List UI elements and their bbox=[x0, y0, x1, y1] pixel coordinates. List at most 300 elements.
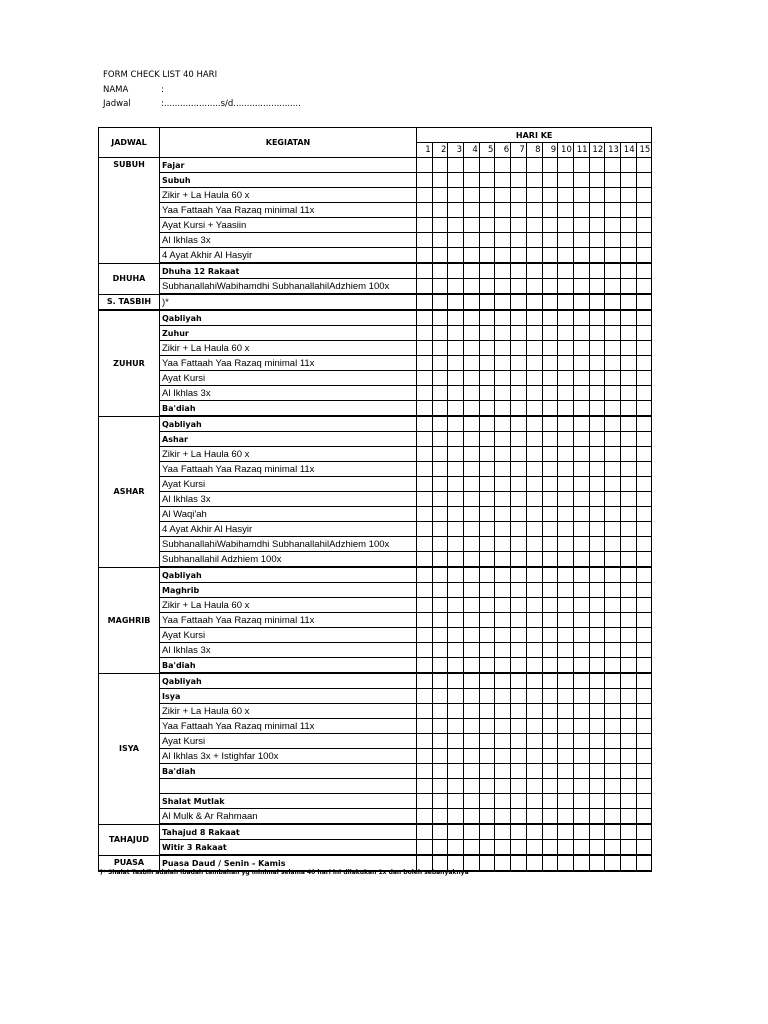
check-cell[interactable] bbox=[464, 462, 480, 477]
check-cell[interactable] bbox=[605, 294, 621, 310]
check-cell[interactable] bbox=[636, 583, 652, 598]
check-cell[interactable] bbox=[495, 416, 511, 432]
check-cell[interactable] bbox=[495, 840, 511, 856]
check-cell[interactable] bbox=[448, 462, 464, 477]
check-cell[interactable] bbox=[464, 371, 480, 386]
check-cell[interactable] bbox=[573, 583, 589, 598]
check-cell[interactable] bbox=[526, 203, 542, 218]
check-cell[interactable] bbox=[620, 432, 636, 447]
check-cell[interactable] bbox=[432, 537, 448, 552]
check-cell[interactable] bbox=[417, 279, 433, 295]
check-cell[interactable] bbox=[417, 492, 433, 507]
check-cell[interactable] bbox=[464, 689, 480, 704]
check-cell[interactable] bbox=[495, 233, 511, 248]
check-cell[interactable] bbox=[636, 658, 652, 674]
check-cell[interactable] bbox=[558, 218, 574, 233]
check-cell[interactable] bbox=[526, 294, 542, 310]
check-cell[interactable] bbox=[511, 598, 527, 613]
check-cell[interactable] bbox=[620, 279, 636, 295]
check-cell[interactable] bbox=[589, 218, 605, 233]
check-cell[interactable] bbox=[605, 552, 621, 568]
check-cell[interactable] bbox=[605, 492, 621, 507]
check-cell[interactable] bbox=[495, 477, 511, 492]
check-cell[interactable] bbox=[479, 855, 495, 871]
check-cell[interactable] bbox=[511, 310, 527, 326]
check-cell[interactable] bbox=[526, 719, 542, 734]
check-cell[interactable] bbox=[464, 173, 480, 188]
check-cell[interactable] bbox=[448, 356, 464, 371]
check-cell[interactable] bbox=[511, 462, 527, 477]
check-cell[interactable] bbox=[526, 779, 542, 794]
check-cell[interactable] bbox=[605, 248, 621, 264]
check-cell[interactable] bbox=[589, 689, 605, 704]
check-cell[interactable] bbox=[448, 401, 464, 417]
check-cell[interactable] bbox=[432, 447, 448, 462]
check-cell[interactable] bbox=[448, 764, 464, 779]
check-cell[interactable] bbox=[542, 310, 558, 326]
check-cell[interactable] bbox=[417, 643, 433, 658]
check-cell[interactable] bbox=[432, 462, 448, 477]
check-cell[interactable] bbox=[636, 432, 652, 447]
check-cell[interactable] bbox=[448, 583, 464, 598]
check-cell[interactable] bbox=[479, 188, 495, 203]
check-cell[interactable] bbox=[464, 643, 480, 658]
check-cell[interactable] bbox=[526, 447, 542, 462]
check-cell[interactable] bbox=[511, 416, 527, 432]
check-cell[interactable] bbox=[511, 749, 527, 764]
check-cell[interactable] bbox=[573, 522, 589, 537]
check-cell[interactable] bbox=[432, 477, 448, 492]
check-cell[interactable] bbox=[448, 341, 464, 356]
check-cell[interactable] bbox=[573, 689, 589, 704]
check-cell[interactable] bbox=[542, 173, 558, 188]
check-cell[interactable] bbox=[542, 824, 558, 840]
check-cell[interactable] bbox=[479, 416, 495, 432]
check-cell[interactable] bbox=[589, 310, 605, 326]
check-cell[interactable] bbox=[542, 658, 558, 674]
check-cell[interactable] bbox=[495, 628, 511, 643]
check-cell[interactable] bbox=[495, 734, 511, 749]
check-cell[interactable] bbox=[620, 749, 636, 764]
check-cell[interactable] bbox=[558, 477, 574, 492]
check-cell[interactable] bbox=[573, 673, 589, 689]
check-cell[interactable] bbox=[558, 462, 574, 477]
check-cell[interactable] bbox=[526, 628, 542, 643]
check-cell[interactable] bbox=[511, 432, 527, 447]
check-cell[interactable] bbox=[589, 371, 605, 386]
check-cell[interactable] bbox=[542, 462, 558, 477]
check-cell[interactable] bbox=[620, 203, 636, 218]
check-cell[interactable] bbox=[573, 371, 589, 386]
check-cell[interactable] bbox=[432, 734, 448, 749]
check-cell[interactable] bbox=[448, 628, 464, 643]
check-cell[interactable] bbox=[417, 537, 433, 552]
check-cell[interactable] bbox=[573, 567, 589, 583]
check-cell[interactable] bbox=[464, 263, 480, 279]
check-cell[interactable] bbox=[464, 734, 480, 749]
check-cell[interactable] bbox=[558, 401, 574, 417]
check-cell[interactable] bbox=[448, 522, 464, 537]
check-cell[interactable] bbox=[479, 447, 495, 462]
check-cell[interactable] bbox=[589, 432, 605, 447]
check-cell[interactable] bbox=[636, 749, 652, 764]
check-cell[interactable] bbox=[620, 567, 636, 583]
check-cell[interactable] bbox=[432, 643, 448, 658]
check-cell[interactable] bbox=[558, 203, 574, 218]
check-cell[interactable] bbox=[464, 764, 480, 779]
check-cell[interactable] bbox=[589, 719, 605, 734]
check-cell[interactable] bbox=[573, 248, 589, 264]
check-cell[interactable] bbox=[511, 583, 527, 598]
check-cell[interactable] bbox=[573, 537, 589, 552]
check-cell[interactable] bbox=[605, 673, 621, 689]
check-cell[interactable] bbox=[558, 855, 574, 871]
check-cell[interactable] bbox=[479, 203, 495, 218]
check-cell[interactable] bbox=[432, 326, 448, 341]
check-cell[interactable] bbox=[573, 628, 589, 643]
check-cell[interactable] bbox=[495, 824, 511, 840]
check-cell[interactable] bbox=[636, 218, 652, 233]
check-cell[interactable] bbox=[636, 824, 652, 840]
check-cell[interactable] bbox=[542, 643, 558, 658]
check-cell[interactable] bbox=[448, 188, 464, 203]
check-cell[interactable] bbox=[448, 233, 464, 248]
check-cell[interactable] bbox=[432, 522, 448, 537]
check-cell[interactable] bbox=[432, 416, 448, 432]
check-cell[interactable] bbox=[620, 598, 636, 613]
check-cell[interactable] bbox=[636, 779, 652, 794]
check-cell[interactable] bbox=[511, 492, 527, 507]
check-cell[interactable] bbox=[511, 719, 527, 734]
check-cell[interactable] bbox=[495, 310, 511, 326]
check-cell[interactable] bbox=[542, 840, 558, 856]
check-cell[interactable] bbox=[620, 643, 636, 658]
check-cell[interactable] bbox=[511, 794, 527, 809]
check-cell[interactable] bbox=[479, 326, 495, 341]
check-cell[interactable] bbox=[511, 158, 527, 173]
check-cell[interactable] bbox=[605, 203, 621, 218]
check-cell[interactable] bbox=[542, 326, 558, 341]
check-cell[interactable] bbox=[558, 552, 574, 568]
check-cell[interactable] bbox=[511, 552, 527, 568]
check-cell[interactable] bbox=[448, 840, 464, 856]
check-cell[interactable] bbox=[464, 613, 480, 628]
check-cell[interactable] bbox=[620, 809, 636, 825]
check-cell[interactable] bbox=[432, 764, 448, 779]
check-cell[interactable] bbox=[495, 158, 511, 173]
check-cell[interactable] bbox=[495, 279, 511, 295]
check-cell[interactable] bbox=[573, 507, 589, 522]
check-cell[interactable] bbox=[573, 840, 589, 856]
check-cell[interactable] bbox=[605, 809, 621, 825]
check-cell[interactable] bbox=[432, 719, 448, 734]
check-cell[interactable] bbox=[432, 673, 448, 689]
check-cell[interactable] bbox=[605, 279, 621, 295]
check-cell[interactable] bbox=[511, 477, 527, 492]
check-cell[interactable] bbox=[448, 203, 464, 218]
check-cell[interactable] bbox=[417, 294, 433, 310]
check-cell[interactable] bbox=[448, 279, 464, 295]
check-cell[interactable] bbox=[479, 310, 495, 326]
check-cell[interactable] bbox=[479, 643, 495, 658]
check-cell[interactable] bbox=[448, 447, 464, 462]
check-cell[interactable] bbox=[511, 855, 527, 871]
check-cell[interactable] bbox=[495, 552, 511, 568]
check-cell[interactable] bbox=[605, 522, 621, 537]
check-cell[interactable] bbox=[511, 188, 527, 203]
check-cell[interactable] bbox=[511, 809, 527, 825]
check-cell[interactable] bbox=[464, 432, 480, 447]
check-cell[interactable] bbox=[620, 840, 636, 856]
check-cell[interactable] bbox=[417, 447, 433, 462]
check-cell[interactable] bbox=[573, 326, 589, 341]
check-cell[interactable] bbox=[558, 734, 574, 749]
check-cell[interactable] bbox=[605, 356, 621, 371]
check-cell[interactable] bbox=[526, 855, 542, 871]
check-cell[interactable] bbox=[589, 855, 605, 871]
check-cell[interactable] bbox=[417, 583, 433, 598]
check-cell[interactable] bbox=[542, 613, 558, 628]
check-cell[interactable] bbox=[573, 432, 589, 447]
check-cell[interactable] bbox=[636, 263, 652, 279]
check-cell[interactable] bbox=[495, 613, 511, 628]
check-cell[interactable] bbox=[636, 173, 652, 188]
check-cell[interactable] bbox=[542, 233, 558, 248]
check-cell[interactable] bbox=[542, 689, 558, 704]
check-cell[interactable] bbox=[558, 371, 574, 386]
check-cell[interactable] bbox=[495, 522, 511, 537]
check-cell[interactable] bbox=[589, 233, 605, 248]
check-cell[interactable] bbox=[605, 263, 621, 279]
check-cell[interactable] bbox=[558, 673, 574, 689]
check-cell[interactable] bbox=[526, 764, 542, 779]
check-cell[interactable] bbox=[511, 233, 527, 248]
check-cell[interactable] bbox=[636, 341, 652, 356]
check-cell[interactable] bbox=[495, 447, 511, 462]
check-cell[interactable] bbox=[526, 218, 542, 233]
check-cell[interactable] bbox=[573, 386, 589, 401]
check-cell[interactable] bbox=[432, 689, 448, 704]
check-cell[interactable] bbox=[417, 326, 433, 341]
check-cell[interactable] bbox=[448, 809, 464, 825]
check-cell[interactable] bbox=[605, 855, 621, 871]
check-cell[interactable] bbox=[573, 749, 589, 764]
check-cell[interactable] bbox=[589, 477, 605, 492]
check-cell[interactable] bbox=[526, 598, 542, 613]
check-cell[interactable] bbox=[558, 628, 574, 643]
check-cell[interactable] bbox=[464, 719, 480, 734]
check-cell[interactable] bbox=[495, 507, 511, 522]
check-cell[interactable] bbox=[605, 537, 621, 552]
check-cell[interactable] bbox=[417, 598, 433, 613]
check-cell[interactable] bbox=[573, 233, 589, 248]
check-cell[interactable] bbox=[558, 537, 574, 552]
check-cell[interactable] bbox=[573, 492, 589, 507]
check-cell[interactable] bbox=[605, 840, 621, 856]
check-cell[interactable] bbox=[417, 794, 433, 809]
check-cell[interactable] bbox=[620, 507, 636, 522]
check-cell[interactable] bbox=[542, 416, 558, 432]
check-cell[interactable] bbox=[636, 416, 652, 432]
check-cell[interactable] bbox=[479, 613, 495, 628]
check-cell[interactable] bbox=[448, 704, 464, 719]
check-cell[interactable] bbox=[432, 598, 448, 613]
check-cell[interactable] bbox=[448, 719, 464, 734]
check-cell[interactable] bbox=[542, 248, 558, 264]
check-cell[interactable] bbox=[511, 779, 527, 794]
check-cell[interactable] bbox=[636, 294, 652, 310]
check-cell[interactable] bbox=[464, 447, 480, 462]
check-cell[interactable] bbox=[511, 673, 527, 689]
check-cell[interactable] bbox=[542, 371, 558, 386]
check-cell[interactable] bbox=[589, 356, 605, 371]
check-cell[interactable] bbox=[620, 824, 636, 840]
check-cell[interactable] bbox=[605, 658, 621, 674]
check-cell[interactable] bbox=[448, 689, 464, 704]
check-cell[interactable] bbox=[526, 658, 542, 674]
check-cell[interactable] bbox=[605, 386, 621, 401]
check-cell[interactable] bbox=[511, 248, 527, 264]
check-cell[interactable] bbox=[605, 326, 621, 341]
check-cell[interactable] bbox=[417, 779, 433, 794]
check-cell[interactable] bbox=[417, 188, 433, 203]
check-cell[interactable] bbox=[479, 734, 495, 749]
check-cell[interactable] bbox=[417, 462, 433, 477]
check-cell[interactable] bbox=[464, 188, 480, 203]
check-cell[interactable] bbox=[495, 809, 511, 825]
check-cell[interactable] bbox=[511, 173, 527, 188]
check-cell[interactable] bbox=[464, 203, 480, 218]
check-cell[interactable] bbox=[417, 719, 433, 734]
check-cell[interactable] bbox=[542, 188, 558, 203]
check-cell[interactable] bbox=[589, 704, 605, 719]
check-cell[interactable] bbox=[479, 764, 495, 779]
check-cell[interactable] bbox=[417, 386, 433, 401]
check-cell[interactable] bbox=[464, 537, 480, 552]
check-cell[interactable] bbox=[448, 218, 464, 233]
check-cell[interactable] bbox=[432, 704, 448, 719]
check-cell[interactable] bbox=[573, 613, 589, 628]
check-cell[interactable] bbox=[636, 794, 652, 809]
check-cell[interactable] bbox=[605, 462, 621, 477]
check-cell[interactable] bbox=[417, 704, 433, 719]
check-cell[interactable] bbox=[464, 704, 480, 719]
check-cell[interactable] bbox=[605, 341, 621, 356]
check-cell[interactable] bbox=[448, 673, 464, 689]
check-cell[interactable] bbox=[620, 492, 636, 507]
check-cell[interactable] bbox=[511, 263, 527, 279]
check-cell[interactable] bbox=[511, 326, 527, 341]
check-cell[interactable] bbox=[417, 310, 433, 326]
check-cell[interactable] bbox=[479, 794, 495, 809]
check-cell[interactable] bbox=[432, 188, 448, 203]
check-cell[interactable] bbox=[558, 447, 574, 462]
check-cell[interactable] bbox=[479, 824, 495, 840]
check-cell[interactable] bbox=[479, 477, 495, 492]
check-cell[interactable] bbox=[605, 371, 621, 386]
check-cell[interactable] bbox=[495, 749, 511, 764]
check-cell[interactable] bbox=[605, 734, 621, 749]
check-cell[interactable] bbox=[620, 386, 636, 401]
check-cell[interactable] bbox=[448, 749, 464, 764]
check-cell[interactable] bbox=[558, 583, 574, 598]
check-cell[interactable] bbox=[432, 583, 448, 598]
check-cell[interactable] bbox=[464, 218, 480, 233]
check-cell[interactable] bbox=[573, 218, 589, 233]
check-cell[interactable] bbox=[511, 522, 527, 537]
check-cell[interactable] bbox=[542, 779, 558, 794]
check-cell[interactable] bbox=[620, 173, 636, 188]
check-cell[interactable] bbox=[464, 233, 480, 248]
check-cell[interactable] bbox=[573, 462, 589, 477]
check-cell[interactable] bbox=[526, 416, 542, 432]
check-cell[interactable] bbox=[620, 628, 636, 643]
check-cell[interactable] bbox=[432, 432, 448, 447]
check-cell[interactable] bbox=[417, 840, 433, 856]
check-cell[interactable] bbox=[432, 613, 448, 628]
check-cell[interactable] bbox=[558, 749, 574, 764]
check-cell[interactable] bbox=[464, 401, 480, 417]
check-cell[interactable] bbox=[479, 507, 495, 522]
check-cell[interactable] bbox=[526, 673, 542, 689]
check-cell[interactable] bbox=[542, 673, 558, 689]
check-cell[interactable] bbox=[448, 598, 464, 613]
check-cell[interactable] bbox=[526, 401, 542, 417]
check-cell[interactable] bbox=[636, 447, 652, 462]
check-cell[interactable] bbox=[636, 310, 652, 326]
check-cell[interactable] bbox=[620, 552, 636, 568]
check-cell[interactable] bbox=[636, 673, 652, 689]
check-cell[interactable] bbox=[526, 522, 542, 537]
check-cell[interactable] bbox=[620, 779, 636, 794]
check-cell[interactable] bbox=[620, 233, 636, 248]
check-cell[interactable] bbox=[558, 809, 574, 825]
check-cell[interactable] bbox=[495, 567, 511, 583]
check-cell[interactable] bbox=[620, 583, 636, 598]
check-cell[interactable] bbox=[495, 704, 511, 719]
check-cell[interactable] bbox=[464, 326, 480, 341]
check-cell[interactable] bbox=[573, 416, 589, 432]
check-cell[interactable] bbox=[526, 263, 542, 279]
check-cell[interactable] bbox=[620, 294, 636, 310]
check-cell[interactable] bbox=[573, 734, 589, 749]
check-cell[interactable] bbox=[511, 628, 527, 643]
check-cell[interactable] bbox=[526, 552, 542, 568]
check-cell[interactable] bbox=[417, 218, 433, 233]
check-cell[interactable] bbox=[479, 719, 495, 734]
check-cell[interactable] bbox=[636, 719, 652, 734]
check-cell[interactable] bbox=[432, 552, 448, 568]
check-cell[interactable] bbox=[417, 567, 433, 583]
check-cell[interactable] bbox=[605, 613, 621, 628]
check-cell[interactable] bbox=[511, 401, 527, 417]
check-cell[interactable] bbox=[464, 583, 480, 598]
check-cell[interactable] bbox=[417, 658, 433, 674]
check-cell[interactable] bbox=[605, 628, 621, 643]
check-cell[interactable] bbox=[448, 613, 464, 628]
check-cell[interactable] bbox=[479, 628, 495, 643]
check-cell[interactable] bbox=[464, 552, 480, 568]
check-cell[interactable] bbox=[432, 341, 448, 356]
check-cell[interactable] bbox=[448, 734, 464, 749]
check-cell[interactable] bbox=[589, 567, 605, 583]
check-cell[interactable] bbox=[495, 658, 511, 674]
check-cell[interactable] bbox=[605, 689, 621, 704]
check-cell[interactable] bbox=[636, 356, 652, 371]
check-cell[interactable] bbox=[417, 734, 433, 749]
check-cell[interactable] bbox=[526, 188, 542, 203]
check-cell[interactable] bbox=[542, 279, 558, 295]
